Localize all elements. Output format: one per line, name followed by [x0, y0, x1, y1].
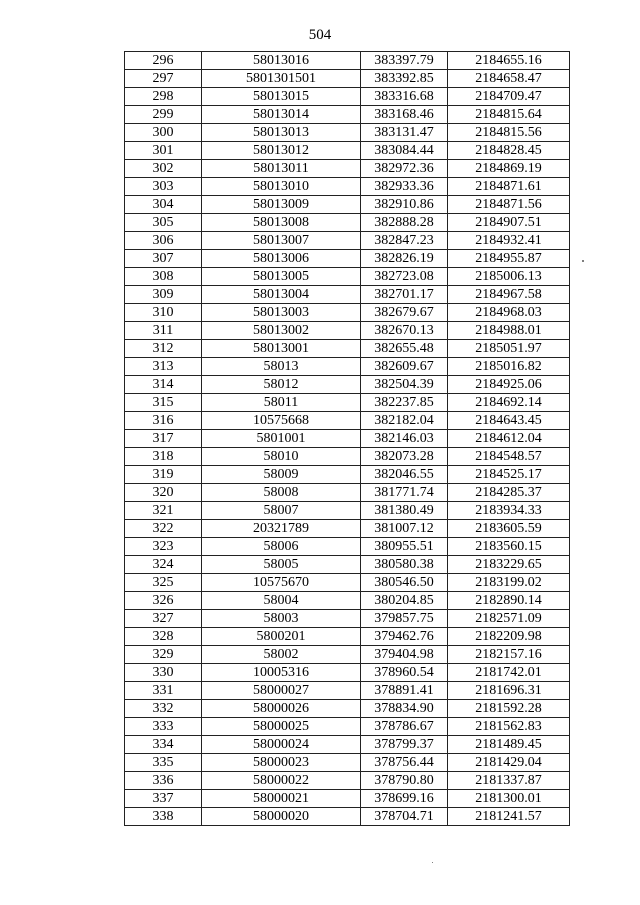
- row-index-cell: 316: [125, 412, 202, 430]
- x-coordinate-cell: 382237.85: [361, 394, 448, 412]
- x-coordinate-cell: 382910.86: [361, 196, 448, 214]
- table-row: [125, 430, 570, 448]
- y-coordinate-cell: 2181742.01: [448, 664, 570, 682]
- x-coordinate-cell: 381771.74: [361, 484, 448, 502]
- x-coordinate-cell: 378891.41: [361, 682, 448, 700]
- y-coordinate-cell: 2184658.47: [448, 70, 570, 88]
- point-id-cell: 58013: [202, 358, 361, 376]
- y-coordinate-cell: 2184643.45: [448, 412, 570, 430]
- y-coordinate-cell: 2183199.02: [448, 574, 570, 592]
- row-index-cell: 334: [125, 736, 202, 754]
- row-index-cell: 299: [125, 106, 202, 124]
- row-index-cell: 301: [125, 142, 202, 160]
- row-index-cell: 306: [125, 232, 202, 250]
- row-index-cell: 320: [125, 484, 202, 502]
- x-coordinate-cell: 378699.16: [361, 790, 448, 808]
- table-row: [125, 700, 570, 718]
- y-coordinate-cell: 2185051.97: [448, 340, 570, 358]
- table-row: [125, 790, 570, 808]
- table-row: [125, 286, 570, 304]
- row-index-cell: 337: [125, 790, 202, 808]
- point-id-cell: 58005: [202, 556, 361, 574]
- row-index-cell: 329: [125, 646, 202, 664]
- table-row: [125, 502, 570, 520]
- table-row: [125, 556, 570, 574]
- table-row: [125, 124, 570, 142]
- row-index-cell: 302: [125, 160, 202, 178]
- row-index-cell: 297: [125, 70, 202, 88]
- x-coordinate-cell: 382701.17: [361, 286, 448, 304]
- row-index-cell: 338: [125, 808, 202, 826]
- table-body: [125, 52, 570, 826]
- y-coordinate-cell: 2184988.01: [448, 322, 570, 340]
- table-row: [125, 178, 570, 196]
- point-id-cell: 20321789: [202, 520, 361, 538]
- point-id-cell: 10005316: [202, 664, 361, 682]
- row-index-cell: 326: [125, 592, 202, 610]
- row-index-cell: 324: [125, 556, 202, 574]
- table-row: [125, 322, 570, 340]
- table-row: [125, 412, 570, 430]
- point-id-cell: 58009: [202, 466, 361, 484]
- y-coordinate-cell: 2182157.16: [448, 646, 570, 664]
- y-coordinate-cell: 2184285.37: [448, 484, 570, 502]
- y-coordinate-cell: 2184968.03: [448, 304, 570, 322]
- point-id-cell: 10575670: [202, 574, 361, 592]
- x-coordinate-cell: 378799.37: [361, 736, 448, 754]
- row-index-cell: 330: [125, 664, 202, 682]
- x-coordinate-cell: 383168.46: [361, 106, 448, 124]
- point-id-cell: 58003: [202, 610, 361, 628]
- x-coordinate-cell: 380580.38: [361, 556, 448, 574]
- y-coordinate-cell: 2184655.16: [448, 52, 570, 70]
- point-id-cell: 58004: [202, 592, 361, 610]
- x-coordinate-cell: 382723.08: [361, 268, 448, 286]
- point-id-cell: 58002: [202, 646, 361, 664]
- y-coordinate-cell: 2185006.13: [448, 268, 570, 286]
- point-id-cell: 10575668: [202, 412, 361, 430]
- row-index-cell: 313: [125, 358, 202, 376]
- row-index-cell: 309: [125, 286, 202, 304]
- point-id-cell: 58013013: [202, 124, 361, 142]
- x-coordinate-cell: 382609.67: [361, 358, 448, 376]
- y-coordinate-cell: 2181429.04: [448, 754, 570, 772]
- point-id-cell: 58013009: [202, 196, 361, 214]
- table-row: [125, 628, 570, 646]
- x-coordinate-cell: 382826.19: [361, 250, 448, 268]
- y-coordinate-cell: 2181337.87: [448, 772, 570, 790]
- x-coordinate-cell: 382972.36: [361, 160, 448, 178]
- table-row: [125, 574, 570, 592]
- x-coordinate-cell: 379857.75: [361, 610, 448, 628]
- x-coordinate-cell: 382670.13: [361, 322, 448, 340]
- table-row: [125, 196, 570, 214]
- row-index-cell: 319: [125, 466, 202, 484]
- row-index-cell: 305: [125, 214, 202, 232]
- row-index-cell: 298: [125, 88, 202, 106]
- y-coordinate-cell: 2181696.31: [448, 682, 570, 700]
- row-index-cell: 323: [125, 538, 202, 556]
- point-id-cell: 58013004: [202, 286, 361, 304]
- y-coordinate-cell: 2184871.61: [448, 178, 570, 196]
- x-coordinate-cell: 382182.04: [361, 412, 448, 430]
- row-index-cell: 314: [125, 376, 202, 394]
- y-coordinate-cell: 2183560.15: [448, 538, 570, 556]
- y-coordinate-cell: 2184815.64: [448, 106, 570, 124]
- table-row: [125, 142, 570, 160]
- y-coordinate-cell: 2181592.28: [448, 700, 570, 718]
- x-coordinate-cell: 378960.54: [361, 664, 448, 682]
- table-row: [125, 736, 570, 754]
- point-id-cell: 58000021: [202, 790, 361, 808]
- x-coordinate-cell: 382046.55: [361, 466, 448, 484]
- row-index-cell: 311: [125, 322, 202, 340]
- coordinates-table: [124, 51, 570, 826]
- row-index-cell: 315: [125, 394, 202, 412]
- table-row: [125, 268, 570, 286]
- point-id-cell: 58013011: [202, 160, 361, 178]
- x-coordinate-cell: 378834.90: [361, 700, 448, 718]
- table-row: [125, 250, 570, 268]
- table-row: [125, 664, 570, 682]
- point-id-cell: 58013016: [202, 52, 361, 70]
- point-id-cell: 58013010: [202, 178, 361, 196]
- table-row: [125, 394, 570, 412]
- y-coordinate-cell: 2184525.17: [448, 466, 570, 484]
- table-row: [125, 52, 570, 70]
- table-row: [125, 88, 570, 106]
- point-id-cell: 58000024: [202, 736, 361, 754]
- y-coordinate-cell: 2184907.51: [448, 214, 570, 232]
- table-row: [125, 592, 570, 610]
- y-coordinate-cell: 2184967.58: [448, 286, 570, 304]
- y-coordinate-cell: 2184612.04: [448, 430, 570, 448]
- y-coordinate-cell: 2183229.65: [448, 556, 570, 574]
- point-id-cell: 58008: [202, 484, 361, 502]
- table-row: [125, 484, 570, 502]
- y-coordinate-cell: 2181241.57: [448, 808, 570, 826]
- table-row: [125, 70, 570, 88]
- x-coordinate-cell: 379404.98: [361, 646, 448, 664]
- x-coordinate-cell: 383131.47: [361, 124, 448, 142]
- table-row: [125, 376, 570, 394]
- x-coordinate-cell: 381380.49: [361, 502, 448, 520]
- point-id-cell: 58013001: [202, 340, 361, 358]
- table-row: [125, 214, 570, 232]
- point-id-cell: 58000025: [202, 718, 361, 736]
- row-index-cell: 322: [125, 520, 202, 538]
- row-index-cell: 321: [125, 502, 202, 520]
- table-row: [125, 538, 570, 556]
- row-index-cell: 300: [125, 124, 202, 142]
- point-id-cell: 58000027: [202, 682, 361, 700]
- row-index-cell: 308: [125, 268, 202, 286]
- point-id-cell: 58013002: [202, 322, 361, 340]
- x-coordinate-cell: 382847.23: [361, 232, 448, 250]
- y-coordinate-cell: 2184925.06: [448, 376, 570, 394]
- y-coordinate-cell: 2183934.33: [448, 502, 570, 520]
- table-row: [125, 808, 570, 826]
- point-id-cell: 58006: [202, 538, 361, 556]
- row-index-cell: 331: [125, 682, 202, 700]
- row-index-cell: 304: [125, 196, 202, 214]
- row-index-cell: 312: [125, 340, 202, 358]
- row-index-cell: 332: [125, 700, 202, 718]
- point-id-cell: 5801001: [202, 430, 361, 448]
- x-coordinate-cell: 382679.67: [361, 304, 448, 322]
- table-row: [125, 682, 570, 700]
- point-id-cell: 58000026: [202, 700, 361, 718]
- point-id-cell: 58007: [202, 502, 361, 520]
- point-id-cell: 58013005: [202, 268, 361, 286]
- table-row: [125, 646, 570, 664]
- point-id-cell: 58013006: [202, 250, 361, 268]
- x-coordinate-cell: 382073.28: [361, 448, 448, 466]
- x-coordinate-cell: 382655.48: [361, 340, 448, 358]
- y-coordinate-cell: 2182890.14: [448, 592, 570, 610]
- point-id-cell: 58000020: [202, 808, 361, 826]
- x-coordinate-cell: 383316.68: [361, 88, 448, 106]
- x-coordinate-cell: 382146.03: [361, 430, 448, 448]
- scan-speck: [582, 260, 584, 262]
- row-index-cell: 310: [125, 304, 202, 322]
- row-index-cell: 317: [125, 430, 202, 448]
- x-coordinate-cell: 379462.76: [361, 628, 448, 646]
- y-coordinate-cell: 2184709.47: [448, 88, 570, 106]
- row-index-cell: 336: [125, 772, 202, 790]
- y-coordinate-cell: 2185016.82: [448, 358, 570, 376]
- x-coordinate-cell: 383392.85: [361, 70, 448, 88]
- y-coordinate-cell: 2181562.83: [448, 718, 570, 736]
- row-index-cell: 318: [125, 448, 202, 466]
- x-coordinate-cell: 383084.44: [361, 142, 448, 160]
- table-row: [125, 232, 570, 250]
- y-coordinate-cell: 2183605.59: [448, 520, 570, 538]
- table-row: [125, 520, 570, 538]
- y-coordinate-cell: 2184828.45: [448, 142, 570, 160]
- y-coordinate-cell: 2182571.09: [448, 610, 570, 628]
- x-coordinate-cell: 380204.85: [361, 592, 448, 610]
- table-row: [125, 358, 570, 376]
- x-coordinate-cell: 382933.36: [361, 178, 448, 196]
- table-row: [125, 160, 570, 178]
- x-coordinate-cell: 378756.44: [361, 754, 448, 772]
- scan-speck: [432, 862, 433, 863]
- point-id-cell: 58013003: [202, 304, 361, 322]
- table-row: [125, 718, 570, 736]
- table-row: [125, 466, 570, 484]
- point-id-cell: 58013015: [202, 88, 361, 106]
- row-index-cell: 325: [125, 574, 202, 592]
- x-coordinate-cell: 378786.67: [361, 718, 448, 736]
- y-coordinate-cell: 2184932.41: [448, 232, 570, 250]
- point-id-cell: 5800201: [202, 628, 361, 646]
- page-number: 504: [308, 27, 332, 43]
- row-index-cell: 327: [125, 610, 202, 628]
- x-coordinate-cell: 381007.12: [361, 520, 448, 538]
- row-index-cell: 333: [125, 718, 202, 736]
- row-index-cell: 303: [125, 178, 202, 196]
- table-row: [125, 448, 570, 466]
- point-id-cell: 58013007: [202, 232, 361, 250]
- table-row: [125, 754, 570, 772]
- table-row: [125, 610, 570, 628]
- point-id-cell: 58013014: [202, 106, 361, 124]
- row-index-cell: 328: [125, 628, 202, 646]
- x-coordinate-cell: 383397.79: [361, 52, 448, 70]
- point-id-cell: 5801301501: [202, 70, 361, 88]
- point-id-cell: 58000023: [202, 754, 361, 772]
- y-coordinate-cell: 2184869.19: [448, 160, 570, 178]
- y-coordinate-cell: 2184871.56: [448, 196, 570, 214]
- table-row: [125, 340, 570, 358]
- table-row: [125, 304, 570, 322]
- y-coordinate-cell: 2184815.56: [448, 124, 570, 142]
- row-index-cell: 307: [125, 250, 202, 268]
- y-coordinate-cell: 2184692.14: [448, 394, 570, 412]
- table-row: [125, 106, 570, 124]
- point-id-cell: 58010: [202, 448, 361, 466]
- y-coordinate-cell: 2184548.57: [448, 448, 570, 466]
- y-coordinate-cell: 2182209.98: [448, 628, 570, 646]
- row-index-cell: 335: [125, 754, 202, 772]
- x-coordinate-cell: 380955.51: [361, 538, 448, 556]
- x-coordinate-cell: 378790.80: [361, 772, 448, 790]
- x-coordinate-cell: 382504.39: [361, 376, 448, 394]
- row-index-cell: 296: [125, 52, 202, 70]
- y-coordinate-cell: 2181489.45: [448, 736, 570, 754]
- point-id-cell: 58000022: [202, 772, 361, 790]
- y-coordinate-cell: 2184955.87: [448, 250, 570, 268]
- x-coordinate-cell: 380546.50: [361, 574, 448, 592]
- point-id-cell: 58012: [202, 376, 361, 394]
- table-row: [125, 772, 570, 790]
- point-id-cell: 58011: [202, 394, 361, 412]
- x-coordinate-cell: 378704.71: [361, 808, 448, 826]
- x-coordinate-cell: 382888.28: [361, 214, 448, 232]
- point-id-cell: 58013008: [202, 214, 361, 232]
- y-coordinate-cell: 2181300.01: [448, 790, 570, 808]
- point-id-cell: 58013012: [202, 142, 361, 160]
